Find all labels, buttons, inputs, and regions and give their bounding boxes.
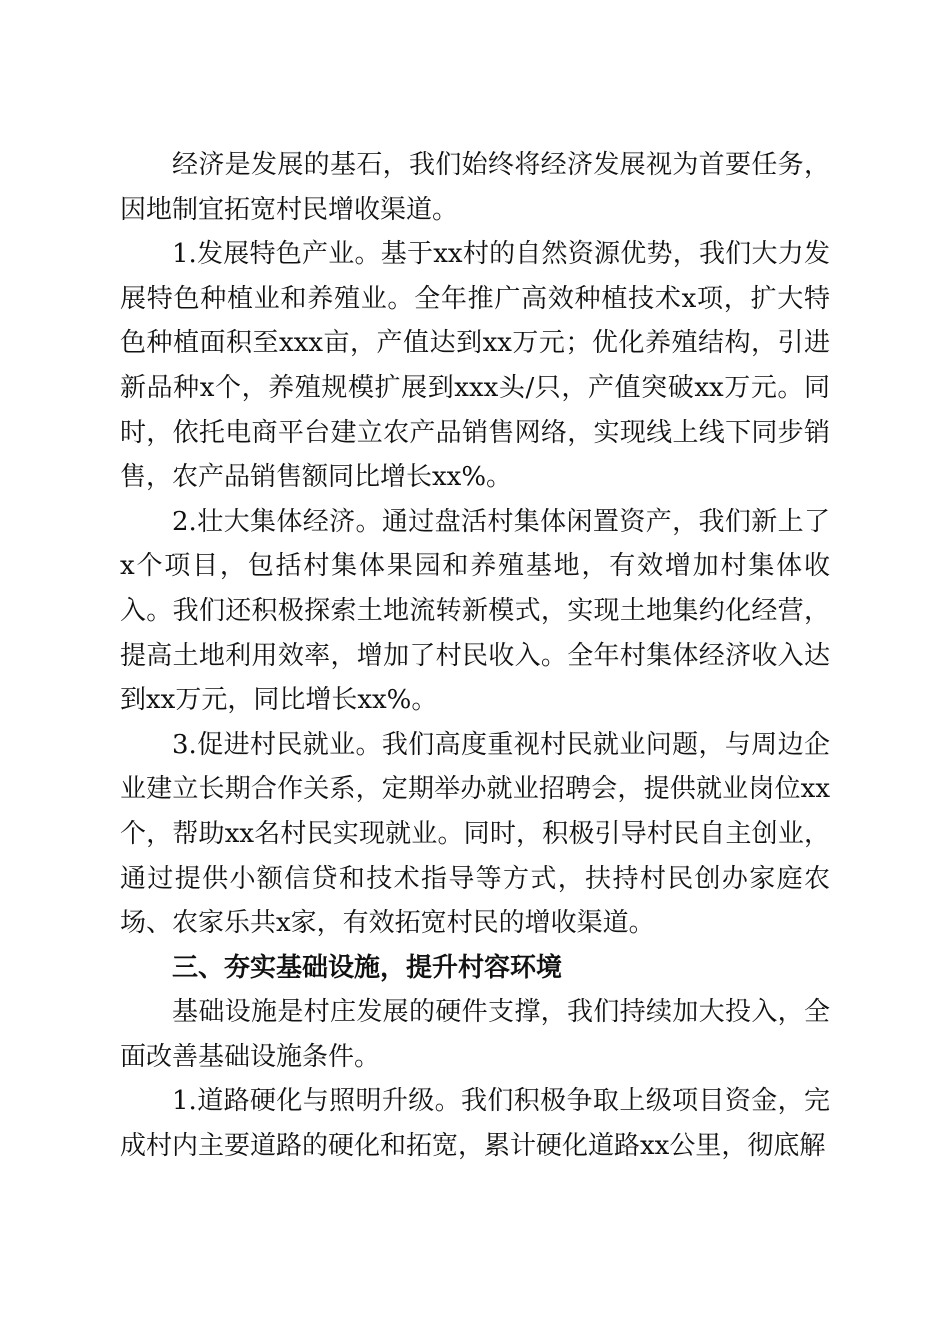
paragraph-employment: 3.促进村民就业。我们高度重视村民就业问题，与周边企业建立长期合作关系，定期举办就业招聘会，提供就业岗位xx个，帮助xx名村民实现就业。同时，积极引导村民自主创业，通过提供小额信贷和技术指导等方式，扶持村民创办家庭农场、农家乐共x家，有效拓宽村民的增收渠道。: [120, 729, 830, 939]
document-body: [120, 143, 830, 1169]
paragraph-infrastructure-intro: 基础设施是村庄发展的硬件支撑，我们持续加大投入，全面改善基础设施条件。: [120, 997, 830, 1072]
paragraph-specialty-industry: 1.发展特色产业。基于xx村的自然资源优势，我们大力发展特色种植业和养殖业。全年推广高效种植技术x项，扩大特色种植面积至xxx亩，产值达到xx万元；优化养殖结构，引进新品种x个，养殖规模扩展到xxx头/只，产值突破xx万元。同时，依托电商平台建立农产品销售网络，实现线上线下同步销售，农产品销售额同比增长xx%。: [120, 239, 830, 493]
paragraph-economy-intro: 经济是发展的基石，我们始终将经济发展视为首要任务，因地制宜拓宽村民增收渠道。: [120, 150, 830, 225]
paragraph-road-lighting: 1.道路硬化与照明升级。我们积极争取上级项目资金，完成村内主要道路的硬化和拓宽，累计硬化道路xx公里，彻底解: [120, 1086, 830, 1162]
paragraph-collective-economy: 2.壮大集体经济。通过盘活村集体闲置资产，我们新上了x个项目，包括村集体果园和养殖基地，有效增加村集体收入。我们还积极探索土地流转新模式，实现土地集约化经营，提高土地利用效率，增加了村民收入。全年村集体经济收入达到xx万元，同比增长xx%。: [120, 506, 830, 716]
section-heading-infrastructure: 三、夯实基础设施，提升村容环境: [172, 952, 563, 983]
